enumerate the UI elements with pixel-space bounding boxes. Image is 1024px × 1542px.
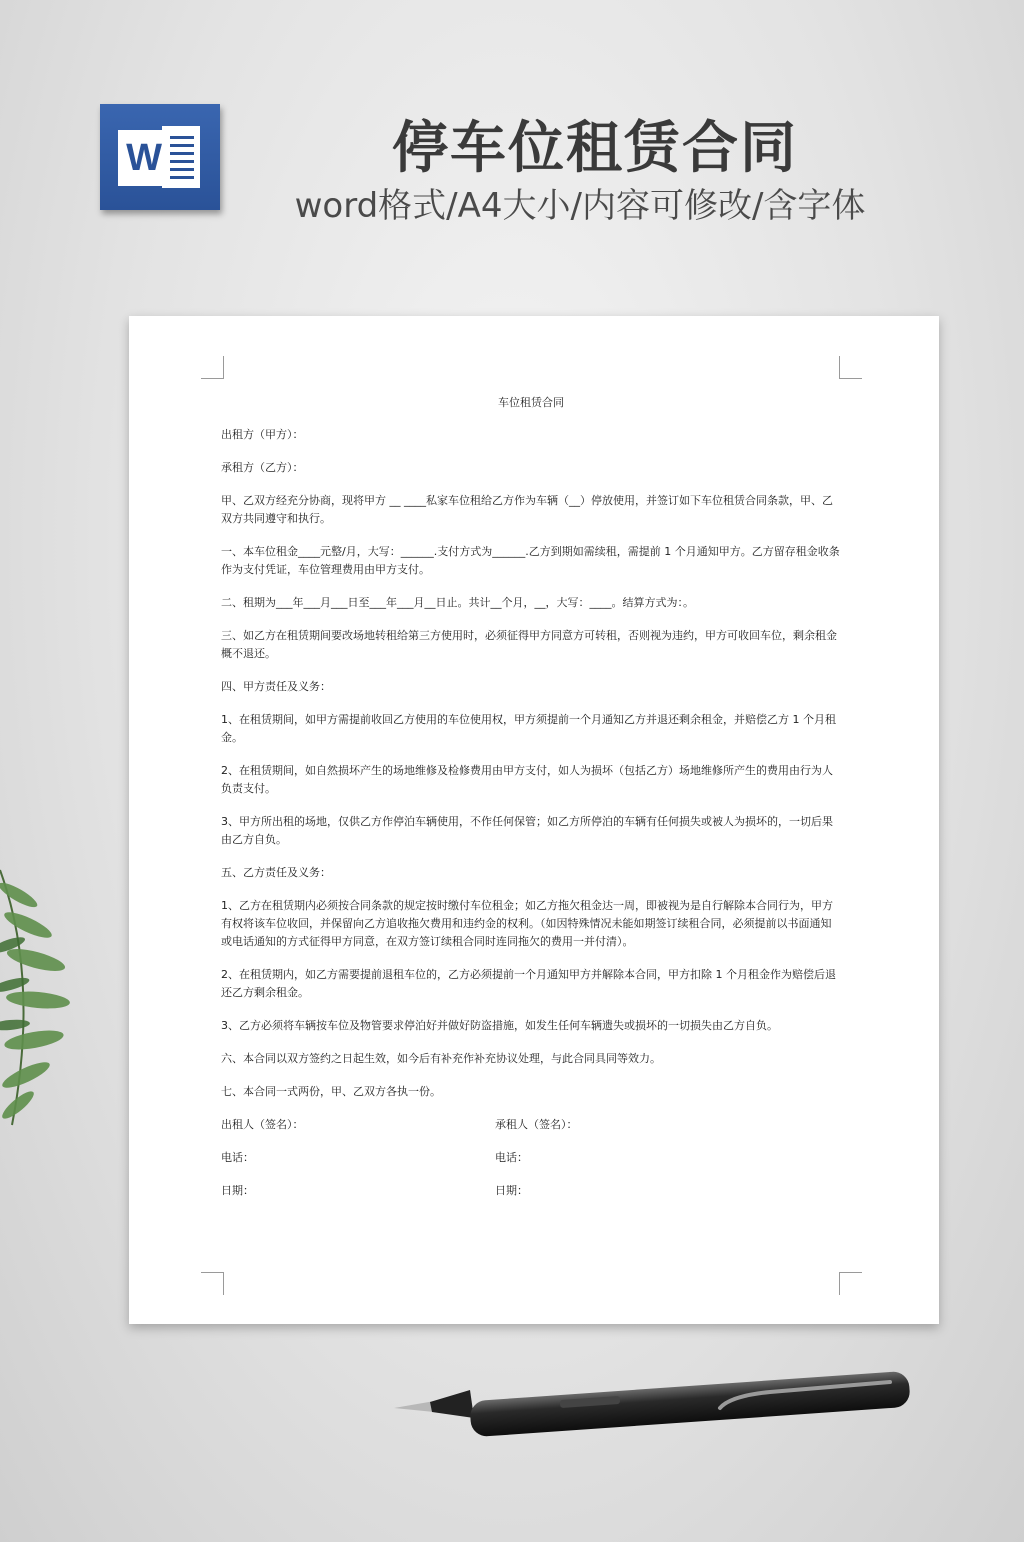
lessor-duty-3: 3、甲方所出租的场地，仅供乙方作停泊车辆使用，不作任何保管；如乙方所停泊的车辆有任何损失或被人为损坏的，一切后果由乙方自负。 <box>221 815 833 846</box>
section-lessee-duties: 五、乙方责任及义务： <box>221 866 331 879</box>
document-page <box>129 316 939 1324</box>
clause-3: 三、如乙方在租赁期间要改场地转租给第三方使用时，必须征得甲方同意方可转租，否则视为违约，甲方可收回车位，剩余租金概不退还。 <box>221 629 837 660</box>
clause-2: 二、租期为___年___月___日至___年___月__日止。共计__个月，__，大写：____。结算方式为：。 <box>221 596 694 609</box>
word-letter: W <box>118 130 170 186</box>
lessor-phone-label: 电话： <box>221 1151 254 1164</box>
date-row <box>221 1182 841 1200</box>
lessee-duty-3: 3、乙方必须将车辆按车位及物管要求停泊好并做好防盗措施，如发生任何车辆遗失或损坏的一切损失由乙方自负。 <box>221 1019 778 1032</box>
document-body <box>221 394 841 1215</box>
clause-6: 六、本合同以双方签约之日起生效，如今后有补充作补充协议处理，与此合同具同等效力。 <box>221 1052 661 1065</box>
lessor-duty-2: 2、在租赁期间，如自然损坏产生的场地维修及检修费用由甲方支付，如人为损坏（包括乙方）场地维修所产生的费用由行为人负责支付。 <box>221 764 833 795</box>
phone-row <box>221 1149 841 1167</box>
signature-row <box>221 1116 841 1134</box>
crop-mark <box>201 1272 224 1295</box>
lessee-duty-1: 1、乙方在租赁期内必须按合同条款的规定按时缴付车位租金；如乙方拖欠租金达一周，即被视为是自行解除本合同行为，甲方有权将该车位收回，并保留向乙方追收拖欠费用和违约金的权利。（如因特殊情况未能如期签订续租合同，必须提前以书面通知或电话通知的方式征得甲方同意，在双方签订续租合同时连同拖欠的费用一并付清）。 <box>221 899 833 948</box>
party-lessee: 承租方（乙方）： <box>221 461 304 474</box>
header-subtitle: word格式/A4大小/内容可修改/含字体 <box>294 186 866 226</box>
crop-mark <box>201 356 224 379</box>
party-lessor: 出租方（甲方）： <box>221 428 304 441</box>
lessee-duty-2: 2、在租赁期内，如乙方需要提前退租车位的，乙方必须提前一个月通知甲方并解除本合同，甲方扣除 1 个月租金作为赔偿后退还乙方剩余租金。 <box>221 968 836 999</box>
clause-7: 七、本合同一式两份，甲、乙双方各执一份。 <box>221 1085 441 1098</box>
document-title: 车位租赁合同 <box>498 396 564 409</box>
word-logo-icon <box>100 104 220 210</box>
clause-intro: 甲、乙双方经充分协商，现将甲方 __ ____私家车位租给乙方作为车辆（__）停放使用，并签订如下车位租赁合同条款，甲、乙双方共同遵守和执行。 <box>221 494 833 525</box>
lessor-date-label: 日期： <box>221 1184 254 1197</box>
crop-mark <box>839 356 862 379</box>
leaf-decoration-icon <box>0 860 80 1130</box>
section-lessor-duties: 四、甲方责任及义务： <box>221 680 331 693</box>
fountain-pen-icon <box>390 1368 920 1438</box>
lessee-signature-label: 承租人（签名）： <box>495 1118 578 1131</box>
lessee-date-label: 日期： <box>495 1184 528 1197</box>
header-title: 停车位租赁合同 <box>392 116 798 181</box>
lessor-duty-1: 1、在租赁期间，如甲方需提前收回乙方使用的车位使用权，甲方须提前一个月通知乙方并退还剩余租金，并赔偿乙方 1 个月租金。 <box>221 713 836 744</box>
lessor-signature-label: 出租人（签名）： <box>221 1118 304 1131</box>
lessee-phone-label: 电话： <box>495 1151 528 1164</box>
clause-1: 一、本车位租金____元整/月，大写：______.支付方式为______.乙方到期如需续租，需提前 1 个月通知甲方。乙方留存租金收条作为支付凭证，车位管理费用由甲方支付。 <box>221 545 840 576</box>
crop-mark <box>839 1272 862 1295</box>
